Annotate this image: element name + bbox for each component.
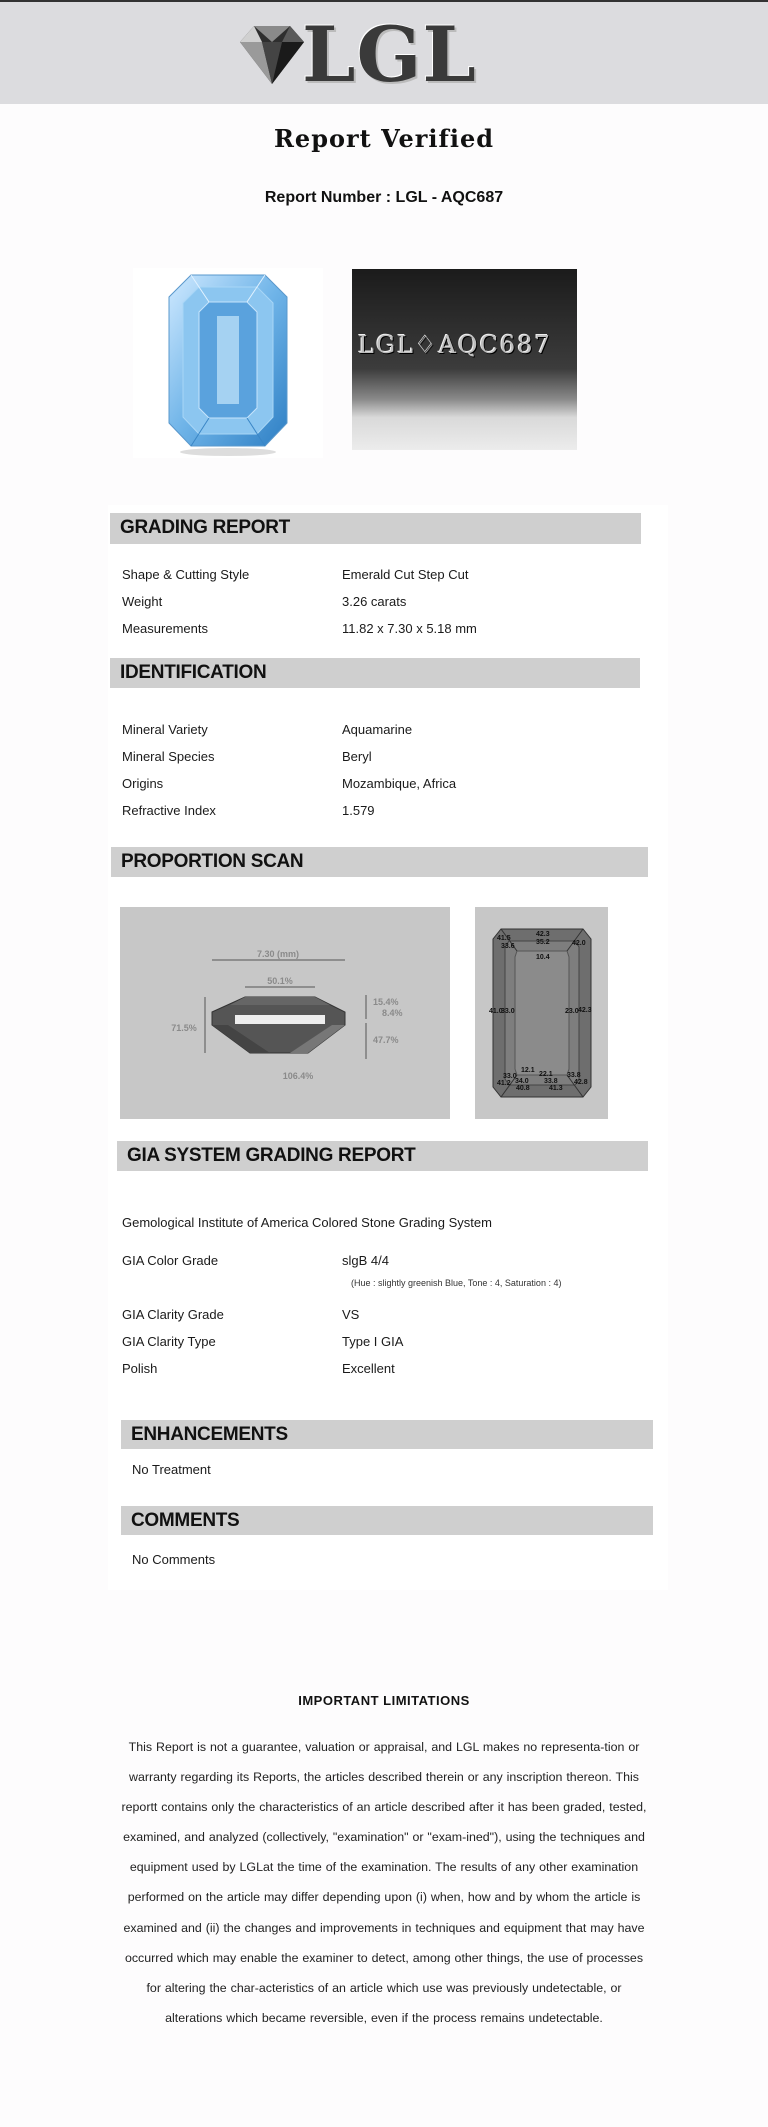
weight-value: 3.26 carats	[342, 594, 407, 609]
gia-color-note: (Hue : slightly greenish Blue, Tone : 4, Saturation : 4)	[351, 1278, 562, 1288]
table-label: 50.1%	[267, 976, 293, 986]
top-measure-16: 34.0	[515, 1078, 529, 1085]
top-measure-2: 35.2	[536, 939, 550, 946]
report-number: Report Number : LGL - AQC687	[264, 189, 504, 206]
inscription-photo	[352, 269, 577, 450]
measurements-label: Measurements	[122, 621, 208, 636]
weight-label: Weight	[122, 594, 163, 609]
pavilion-label: 47.7%	[373, 1035, 399, 1045]
width-label: 7.30 (mm)	[256, 949, 300, 959]
diamond-icon	[232, 20, 312, 90]
top-measure-15: 41.2	[497, 1080, 511, 1087]
top-measure-10: 42.3	[578, 1007, 592, 1014]
bottom-label: 106.4%	[282, 1071, 314, 1081]
measurements-value: 11.82 x 7.30 x 5.18 mm	[342, 621, 477, 636]
top-measure-13: 22.1	[539, 1071, 553, 1078]
side-profile-diagram	[120, 907, 450, 1119]
limitations-heading: IMPORTANT LIMITATIONS	[298, 1693, 470, 1708]
top-measure-6: 10.4	[536, 954, 550, 961]
proportion-scan-heading: PROPORTION SCAN	[111, 847, 648, 877]
gia-clarity-grade-label: GIA Clarity Grade	[122, 1307, 224, 1322]
crown-label: 15.4%	[373, 997, 399, 1007]
identification-heading: IDENTIFICATION	[110, 658, 640, 688]
gia-heading: GIA SYSTEM GRADING REPORT	[117, 1141, 648, 1171]
grading-report-heading: GRADING REPORT	[110, 513, 641, 544]
top-measure-8: 33.0	[501, 1008, 515, 1015]
inscription-text: LGL♢AQC687	[358, 331, 552, 359]
top-measure-12: 33.0	[503, 1073, 517, 1080]
proportion-top-view	[475, 907, 608, 1119]
comments-heading: COMMENTS	[121, 1506, 653, 1535]
top-measure-19: 40.8	[516, 1085, 530, 1092]
shape-value: Emerald Cut Step Cut	[342, 567, 469, 582]
page-title: Report Verified	[273, 124, 495, 153]
enhancements-text: No Treatment	[132, 1462, 211, 1477]
header-bar	[0, 0, 768, 104]
gia-system-text: Gemological Institute of America Colored Stone Grading System	[122, 1215, 492, 1230]
top-measure-7: 41.0	[489, 1008, 503, 1015]
top-measure-5: 42.0	[572, 940, 586, 947]
origins-label: Origins	[122, 776, 164, 791]
enhancements-heading: ENHANCEMENTS	[121, 1420, 653, 1449]
top-measure-11: 12.1	[521, 1067, 535, 1074]
gia-clarity-type-value: Type I GIA	[342, 1334, 404, 1349]
top-measure-17: 33.8	[544, 1078, 558, 1085]
polish-label: Polish	[122, 1361, 158, 1376]
logo-text: LGL	[302, 10, 477, 99]
emerald-cut-gem-image	[133, 268, 323, 458]
gem-photo	[133, 268, 323, 458]
top-measure-14: 33.8	[567, 1072, 581, 1079]
lgl-logo[interactable]	[232, 10, 492, 99]
gia-clarity-type-label: GIA Clarity Type	[122, 1334, 216, 1349]
top-measure-3: 41.5	[497, 935, 511, 942]
top-measure-1: 42.3	[536, 931, 550, 938]
refractive-index-value: 1.579	[342, 803, 375, 818]
top-measure-20: 41.3	[549, 1085, 563, 1092]
mineral-species-value: Beryl	[342, 749, 372, 764]
top-measure-9: 23.0	[565, 1008, 579, 1015]
top-measure-4: 33.6	[501, 943, 515, 950]
comments-text: No Comments	[132, 1552, 216, 1567]
origins-value: Mozambique, Africa	[342, 776, 457, 791]
mineral-variety-label: Mineral Variety	[122, 722, 208, 737]
depth-label: 71.5%	[171, 1023, 197, 1033]
mineral-species-label: Mineral Species	[122, 749, 215, 764]
girdle-label: 8.4%	[382, 1008, 403, 1018]
polish-value: Excellent	[342, 1361, 395, 1376]
gia-color-value: slgB 4/4	[342, 1253, 389, 1268]
gia-color-label: GIA Color Grade	[122, 1253, 219, 1268]
shape-label: Shape & Cutting Style	[122, 567, 250, 582]
refractive-index-label: Refractive Index	[122, 803, 216, 818]
top-measure-18: 42.8	[574, 1079, 588, 1086]
top-view-diagram	[475, 907, 608, 1119]
mineral-variety-value: Aquamarine	[342, 722, 413, 737]
gia-clarity-grade-value: VS	[342, 1307, 360, 1322]
limitations-text: This Report is not a guarantee, valuation or appraisal, and LGL makes no representa-tion or warranty regarding its Reports, the articles described therein or any inscription thereon. This reportt contains only the characteristics of an article described after it has been graded, tested, examined, and analyzed (collectively, "examination" or "exam-ined"), using the techniques and equipment used by LGLat the time of the examination. The results of any other examination performed on the article may differ depending upon (i) when, how and by whom the article is examined and (ii) the changes and improvements in techniques and equipment that may have occurred which may enable the examiner to detect, among other things, the use of processes for altering the char-acteristics of an article which use was previously undetectable, or alterations which became reversible, even if the process remains undetectable.	[121, 1740, 647, 2025]
proportion-side-view	[120, 907, 450, 1119]
